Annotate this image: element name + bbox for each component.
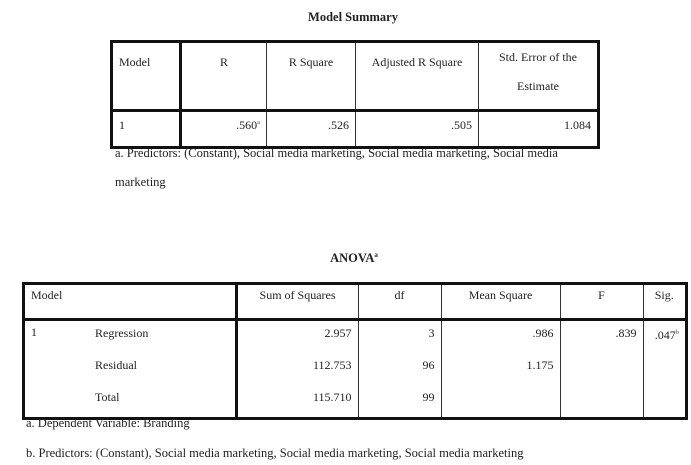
header-r-square: R Square [267,42,356,111]
cell-r-square: .526 [267,111,356,148]
header-std-error-line1: Std. Error of the [499,50,577,64]
anova-label-total: Total [95,390,120,404]
anova-header-row [24,284,687,320]
anova-footnote-a: a. Dependent Variable: Branding [26,416,190,430]
model-summary-table [110,40,600,149]
anova-ms-regression: .986 [532,326,554,340]
anova-row-labels [83,320,236,419]
cell-std-error: 1.084 [479,111,599,148]
anova-df-total: 99 [422,390,435,404]
anova-label-residual: Residual [95,358,137,372]
cell-r [181,111,267,148]
anova-mean-square-col [441,320,560,419]
anova-header-mean-square: Mean Square [441,284,560,320]
anova-sig-value: .047 [654,328,676,342]
anova-df-regression: 3 [428,326,435,340]
anova-model-value: 1 [31,325,37,339]
anova-ss-regression: 2.957 [324,326,352,340]
header-std-error-line2: Estimate [517,79,559,93]
header-std-error [479,42,599,111]
anova-title-footnote-mark: a [374,251,378,259]
anova-sig-regression [644,321,679,353]
anova-ms-total [442,385,554,417]
anova-label-regression: Regression [95,326,149,340]
cell-r-footnote-mark: a [257,119,260,126]
header-r: R [181,42,267,111]
anova-f-col [560,320,643,419]
anova-ms-residual: 1.175 [526,358,554,372]
anova-f-regression: .839 [615,326,637,340]
anova-model-number [24,320,84,419]
anova-header-sum-of-squares: Sum of Squares [236,284,358,320]
anova-ss-total: 115.710 [312,390,352,404]
model-summary-row [112,111,599,148]
model-summary-footnote-line2: marketing [115,175,166,189]
header-model: Model [112,42,181,111]
anova-header-f: F [560,284,643,320]
header-adjusted-r-square: Adjusted R Square [356,42,479,111]
anova-footnote-b: b. Predictors: (Constant), Social media marketing, Social media marketing, Social media marketing [26,446,524,460]
anova-header-model: Model [24,284,237,320]
anova-df-col [358,320,441,419]
model-summary-footnote-line1: a. Predictors: (Constant), Social media marketing, Social media marketing, Social media [115,146,558,160]
anova-title [300,251,408,266]
model-summary-title: Model Summary [308,10,398,24]
cell-adj-r-square: .505 [356,111,479,148]
anova-df-residual: 96 [422,358,435,372]
model-summary-header-row [112,42,599,111]
cell-r-value: .560 [236,118,258,132]
anova-header-df: df [358,284,441,320]
anova-sum-of-squares-col [236,320,358,419]
cell-model: 1 [112,111,181,148]
anova-sig-col [643,320,686,419]
anova-sig-footnote-mark: b [675,329,679,336]
anova-header-sig: Sig. [643,284,686,320]
anova-title-text: ANOVA [330,251,375,266]
anova-ss-residual: 112.753 [312,358,352,372]
anova-table [22,282,688,420]
anova-body-row [24,320,687,419]
